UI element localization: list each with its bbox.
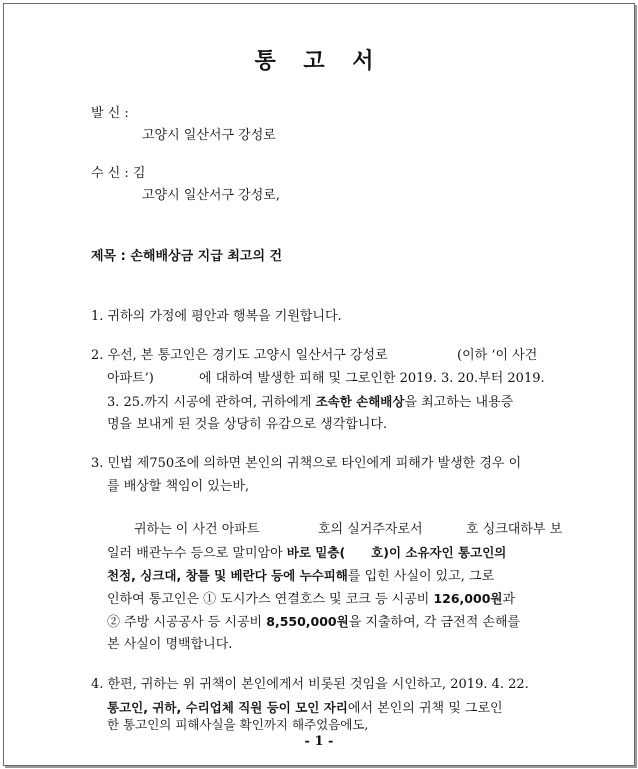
paragraph-4-line-2a: 일러 배관누수 등으로 말미암아 — [107, 546, 287, 561]
paragraph-4-line-2c: 호)이 소유자인 통고인의 — [371, 545, 507, 560]
paragraph-4-line-4 — [107, 587, 515, 611]
paragraph-4-line-2 — [107, 541, 506, 565]
paragraph-5-line-2b: 에서 본인의 귀책 및 그로인 — [347, 701, 503, 716]
paragraph-3-line-2: 를 배상할 책임이 있는바, — [107, 479, 250, 494]
document-title: 통 고 서 — [254, 48, 384, 74]
paragraph-4-line-3 — [107, 564, 494, 588]
sender-address: 고양시 일산서구 강성로 — [142, 128, 276, 143]
paragraph-2-line-3c: 을 최고하는 내용증 — [404, 395, 514, 410]
paragraph-4-line-4c: 과 — [502, 592, 516, 607]
subject-line: 제목 : 손해배상금 지급 최고의 건 — [91, 249, 283, 264]
paragraph-2-line-2a: 아파트’) — [107, 371, 154, 386]
paragraph-2-emphasis: 조속한 손해배상 — [315, 394, 405, 409]
paragraph-2-line-4: 명을 보내게 된 것을 상당히 유감으로 생각합니다. — [107, 417, 388, 432]
recipient-address: 고양시 일산서구 강성로, — [142, 188, 280, 203]
paragraph-4-line-5 — [107, 610, 520, 634]
paragraph-4-line-5a: ② 주방 시공공사 등 시공비 — [107, 615, 267, 630]
paragraph-5-line-1: 4. 한편, 귀하는 위 귀책이 본인에게서 비롯된 것임을 시인하고, 2019. 4. 22. — [91, 677, 529, 692]
recipient-label: 수 신 : 김 — [91, 166, 146, 181]
paragraph-4-line-3b: 를 입힌 사실이 있고, 그로 — [347, 569, 495, 584]
paragraph-4-amount-1: 126,000원 — [433, 591, 503, 606]
paragraph-3-line-1: 3. 민법 제750조에 의하면 본인의 귀책으로 타인에게 피해가 발생한 경우 이 — [91, 456, 522, 471]
paragraph-2-line-3 — [107, 390, 513, 414]
sender-label: 발 신 : — [91, 106, 129, 121]
paragraph-5-line-2a: 통고인, 귀하, 수리업체 직원 등이 모인 자리 — [107, 700, 348, 715]
paragraph-4-line-1c: 호 싱크대하부 보 — [466, 522, 563, 537]
paragraph-2-line-2b: 에 대하여 발생한 피해 및 그로인한 2019. 3. 20.부터 2019. — [199, 371, 545, 386]
paragraph-4-line-1a: 귀하는 이 사건 아파트 — [134, 522, 260, 537]
paragraph-4-amount-2: 8,550,000원 — [266, 614, 349, 629]
paragraph-4-line-5c: 을 지출하여, 각 금전적 손해를 — [348, 615, 521, 630]
paragraph-4-line-4a: 인하여 통고인은 ① 도시가스 연결호스 및 코크 등 시공비 — [107, 592, 434, 607]
paragraph-2-line-1a: 2. 우선, 본 통고인은 경기도 고양시 일산서구 강성로 — [91, 348, 388, 363]
paragraph-4-line-2b: 바로 밑층( — [286, 545, 346, 560]
paragraph-1: 1. 귀하의 가정에 평안과 행복을 기원합니다. — [91, 309, 342, 324]
paragraph-4-line-3a: 천정, 싱크대, 창틀 및 베란다 등에 누수피해 — [107, 568, 348, 583]
paragraph-2-line-3a: 3. 25.까지 시공에 관하여, 귀하에게 — [107, 395, 316, 410]
paragraph-4-line-1b: 호의 실거주자로서 — [318, 522, 423, 537]
page-number: - 1 - — [304, 734, 334, 749]
paragraph-2-line-1b: (이하 ‘이 사건 — [457, 348, 538, 363]
paragraph-5-line-3: 한 통고인의 피해사실을 확인까지 해주었음에도, — [107, 717, 369, 732]
paragraph-4-line-6: 본 사실이 명백합니다. — [107, 637, 233, 652]
